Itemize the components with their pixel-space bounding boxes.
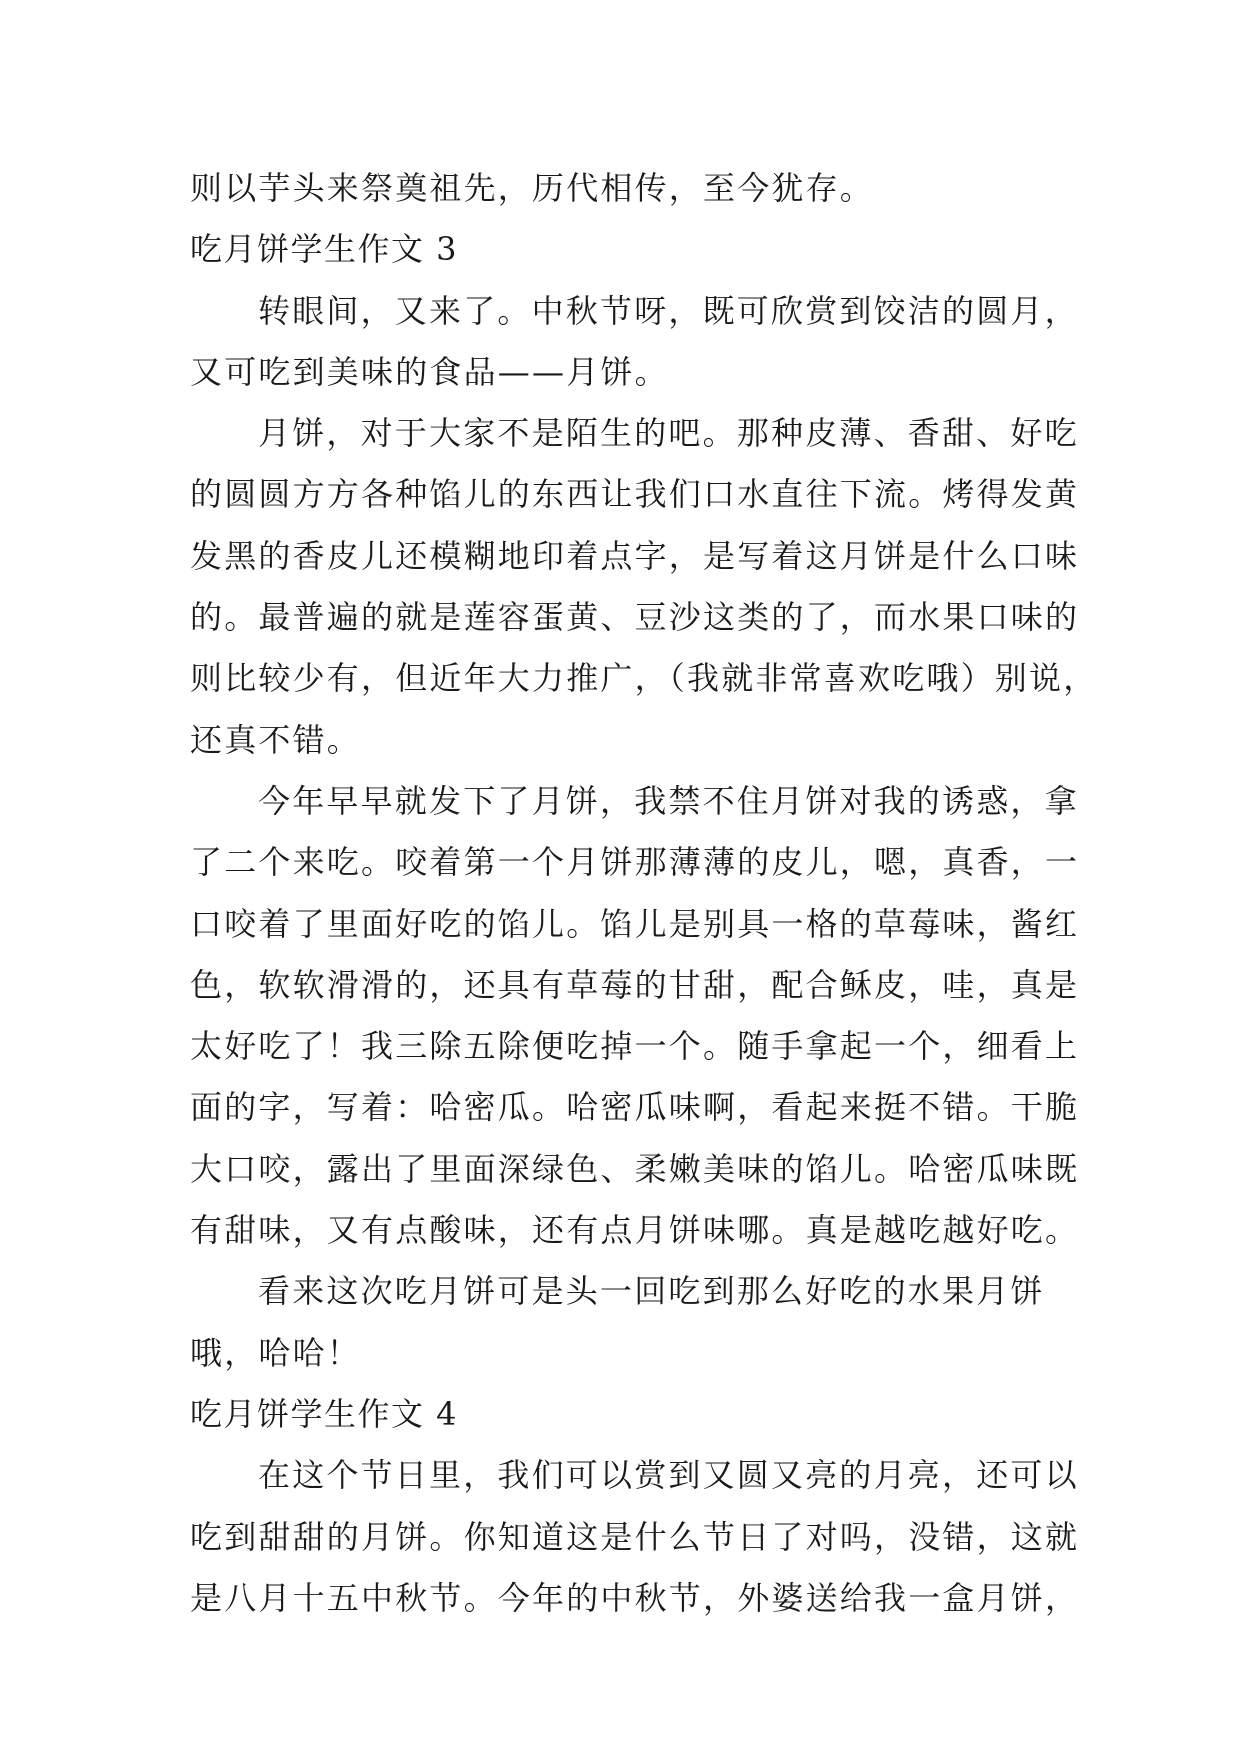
text-line: 今年早早就发下了月饼，我禁不住月饼对我的诱惑，拿: [258, 781, 1079, 820]
text-line: 的圆圆方方各种馅儿的东西让我们口水直往下流。烤得发黄: [190, 475, 1080, 514]
text-line: 是八月十五中秋节。今年的中秋节，外婆送给我一盒月饼，: [190, 1578, 1080, 1617]
text-line: 有甜味，又有点酸味，还有点月饼味哪。真是越吃越好吃。: [190, 1211, 1080, 1250]
text-line: 口咬着了里面好吃的馅儿。馅儿是别具一格的草莓味，酱红: [190, 904, 1080, 943]
text-line: 吃到甜甜的月饼。你知道这是什么节日了对吗，没错，这就: [190, 1517, 1080, 1556]
text-line: 太好吃了！我三除五除便吃掉一个。随手拿起一个，细看上: [190, 1027, 1080, 1066]
text-line: 色，软软滑滑的，还具有草莓的甘甜，配合稣皮，哇，真是: [190, 965, 1080, 1004]
section-heading: 吃月饼学生作文 4: [190, 1394, 459, 1433]
text-line: 转眼间，又来了。中秋节呀，既可欣赏到饺洁的圆月，: [258, 291, 1079, 330]
text-line: 看来这次吃月饼可是头一回吃到那么好吃的水果月饼: [258, 1272, 1045, 1311]
text-line: 大口咬，露出了里面深绿色、柔嫩美味的馅儿。哈密瓜味既: [190, 1149, 1080, 1188]
section-heading: 吃月饼学生作文 3: [190, 230, 459, 269]
text-line: 了二个来吃。咬着第一个月饼那薄薄的皮儿，嗯，真香，一: [190, 843, 1080, 882]
document-body: [190, 158, 1098, 1629]
text-line: 还真不错。: [190, 720, 362, 759]
text-line: 则以芋头来祭奠祖先，历代相传，至今犹存。: [190, 169, 875, 207]
text-line: 哦，哈哈！: [190, 1333, 362, 1372]
text-line: 则比较少有，但近年大力推广，（我就非常喜欢吃哦）别说，: [190, 659, 1098, 698]
text-line: 又可吃到美味的食品——月饼。: [190, 352, 669, 391]
text-line: 面的字，写着：哈密瓜。哈密瓜味啊，看起来挺不错。干脆: [190, 1088, 1080, 1127]
text-line: 在这个节日里，我们可以赏到又圆又亮的月亮，还可以: [258, 1456, 1079, 1495]
text-line: 月饼，对于大家不是陌生的吧。那种皮薄、香甜、好吃: [258, 414, 1079, 453]
text-line: 的。最普遍的就是莲容蛋黄、豆沙这类的了，而水果口味的: [190, 598, 1080, 637]
text-line: 发黑的香皮儿还模糊地印着点字，是写着这月饼是什么口味: [190, 536, 1080, 575]
